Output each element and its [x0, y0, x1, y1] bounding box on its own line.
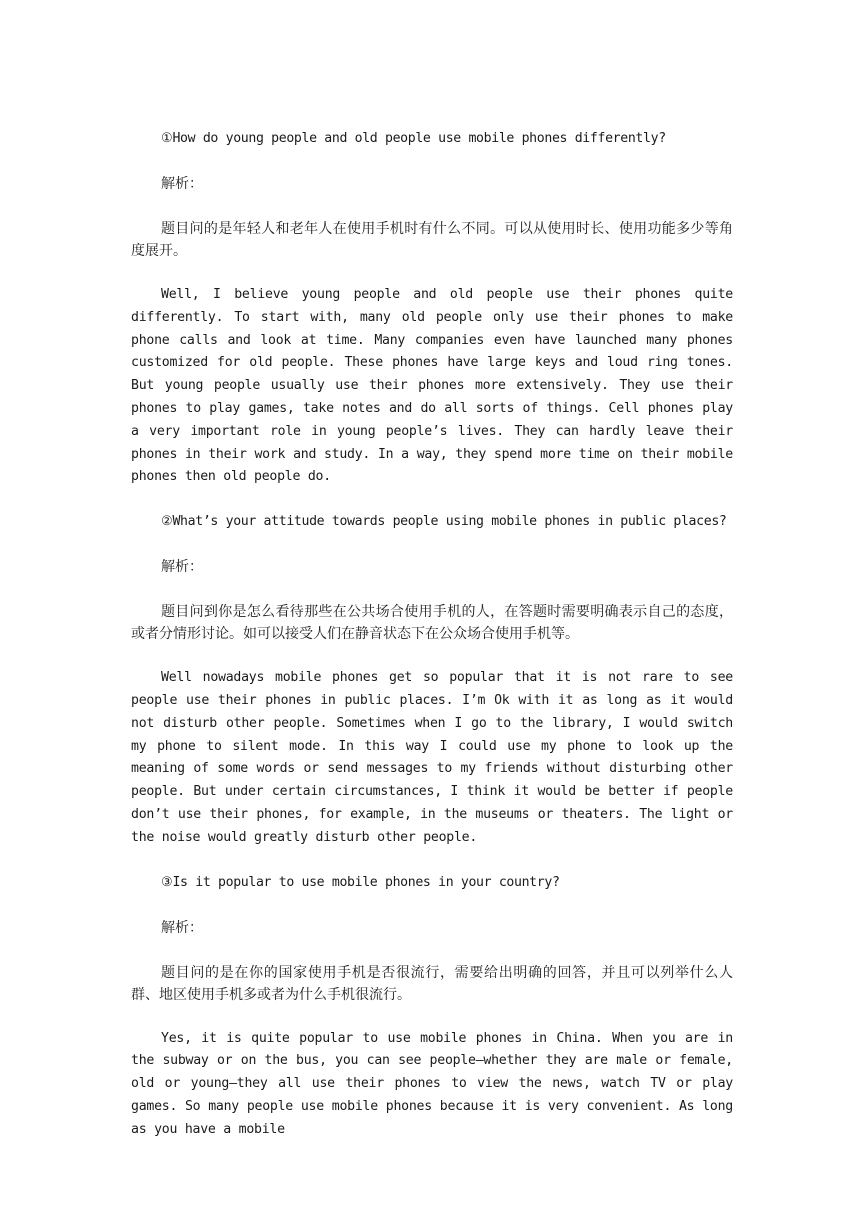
question-3: ③Is it popular to use mobile phones in your country? — [161, 874, 560, 890]
analysis-text-3: 题目问的是在你的国家使用手机是否很流行，需要给出明确的回答，并且可以列举什么人群、地区使用手机多或者为什么手机很流行。 — [131, 964, 733, 1003]
question-2: ②What’s your attitude towards people using mobile phones in public places? — [161, 514, 727, 530]
section-1 — [131, 128, 733, 489]
answer-text-1: Well, I believe young people and old people use their phones quite differently. To start with, many old people only use their phones to make phone calls and look at time. Many companies even have launched many phones customized for old people. These phones have large keys and loud ring tones. But young people usually use their phones more extensively. They use their phones to play games, take notes and do all sorts of things. Cell phones play a very important role in young people’s lives. They can hardly leave their phones in their work and study. In a way, they spend more time on their mobile phones then old people do. — [131, 287, 733, 485]
analysis-text-1: 题目问的是年轻人和老年人在使用手机时有什么不同。可以从使用时长、使用功能多少等角度展开。 — [131, 221, 733, 259]
analysis-text-2: 题目问到你是怎么看待那些在公共场合使用手机的人，在答题时需要明确表示自己的态度，或者分情形讨论。如可以接受人们在静音状态下在公众场合使用手机等。 — [131, 604, 733, 643]
document-page — [131, 128, 733, 1142]
analysis-label-3: 解析： — [161, 919, 203, 936]
question-1: ①How do young people and old people use mobile phones differently? — [161, 131, 666, 146]
answer-text-3: Yes, it is quite popular to use mobile phones in China. When you are in the subway or on the bus, you can see people—whether they are male or female, old or young—they all use their phones to view the news, watch TV or play games. So many people use mobile phones because it is very convenient. As long as you have a mobile — [131, 1030, 733, 1137]
answer-text-2: Well nowadays mobile phones get so popular that it is not rare to see people use their phones in public places. I’m Ok with it as long as it would not disturb other people. Sometimes when I go to the library, I would switch my phone to silent mode. In this way I could use my phone to look up the meaning of some words or send messages to my friends without disturbing other people. But under certain circumstances, I think it would be better if people don’t use their phones, for example, in the museums or theaters. The light or the noise would greatly disturb other people. — [131, 670, 733, 845]
section-2 — [131, 511, 733, 849]
analysis-label-1: 解析： — [161, 176, 203, 192]
analysis-label-2: 解析： — [161, 559, 203, 576]
section-3 — [131, 872, 733, 1142]
